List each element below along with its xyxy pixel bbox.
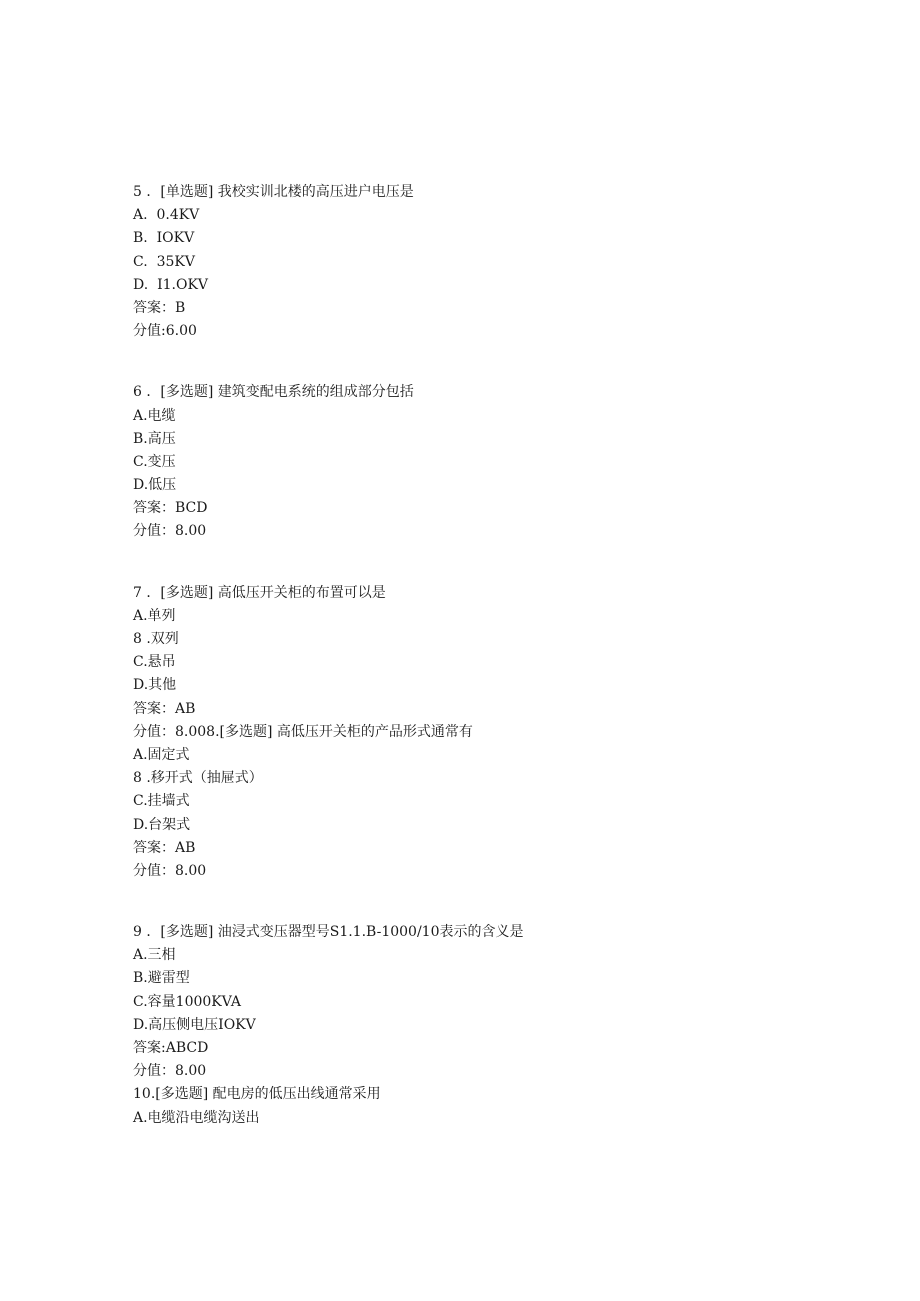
- option-b: 8 .移开式（抽屉式）: [133, 770, 263, 787]
- exam-document: [133, 181, 833, 1130]
- option-b: B.高压: [133, 430, 176, 447]
- option-a: A.固定式: [133, 746, 190, 763]
- option-a: A.单列: [133, 607, 176, 624]
- question-9: [133, 921, 833, 1083]
- option-d: D.台架式: [133, 816, 191, 833]
- option-a: A.三相: [133, 947, 176, 964]
- answer-line: 答案：BCD: [133, 500, 208, 517]
- score-line: 分值:6.00: [133, 323, 197, 340]
- option-c: C.挂墙式: [133, 793, 190, 810]
- option-d: D.其他: [133, 677, 177, 694]
- option-c: C.悬吊: [133, 654, 176, 671]
- option-c: C.变压: [133, 453, 176, 470]
- question-7: [133, 582, 833, 744]
- question-title: 7 ．[多选题] 高低压开关柜的布置可以是: [133, 584, 386, 601]
- score-line: 分值：8.00: [133, 862, 207, 879]
- option-b: B. IOKV: [133, 230, 195, 247]
- option-a: A. 0.4KV: [133, 207, 200, 224]
- option-d: D. I1.OKV: [133, 276, 209, 293]
- score-line: 分值：8.008.[多选题] 高低压开关柜的产品形式通常有: [133, 723, 473, 740]
- question-title: 5 ．[单选题] 我校实训北楼的高压进户电压是: [133, 184, 414, 200]
- option-a: A.电缆: [133, 407, 176, 424]
- score-line: 分值：8.00: [133, 523, 207, 540]
- score-line: 分值：8.00: [133, 1063, 207, 1080]
- option-c: C.容量1000KVA: [133, 993, 242, 1010]
- question-10: [133, 1083, 833, 1129]
- question-title: 10.[多选题] 配电房的低压出线通常采用: [133, 1086, 381, 1103]
- option-b: B.避雷型: [133, 970, 190, 987]
- question-5: [133, 181, 833, 343]
- option-a: A.电缆沿电缆沟送出: [133, 1109, 260, 1126]
- question-8: [133, 744, 833, 883]
- answer-line: 答案：B: [133, 299, 186, 316]
- option-d: D.低压: [133, 477, 177, 494]
- option-b: 8 .双列: [133, 631, 179, 647]
- option-c: C. 35KV: [133, 253, 195, 270]
- answer-line: 答案:ABCD: [133, 1040, 209, 1056]
- answer-line: 答案：AB: [133, 700, 196, 717]
- question-title: 6 ．[多选题] 建筑变配电系统的组成部分包括: [133, 384, 414, 401]
- question-6: [133, 381, 833, 543]
- question-title: 9 ．[多选题] 油浸式变压器型号S1.1.B-1000/10表示的含义是: [133, 924, 524, 941]
- option-d: D.高压侧电压IOKV: [133, 1016, 256, 1033]
- answer-line: 答案：AB: [133, 839, 196, 856]
